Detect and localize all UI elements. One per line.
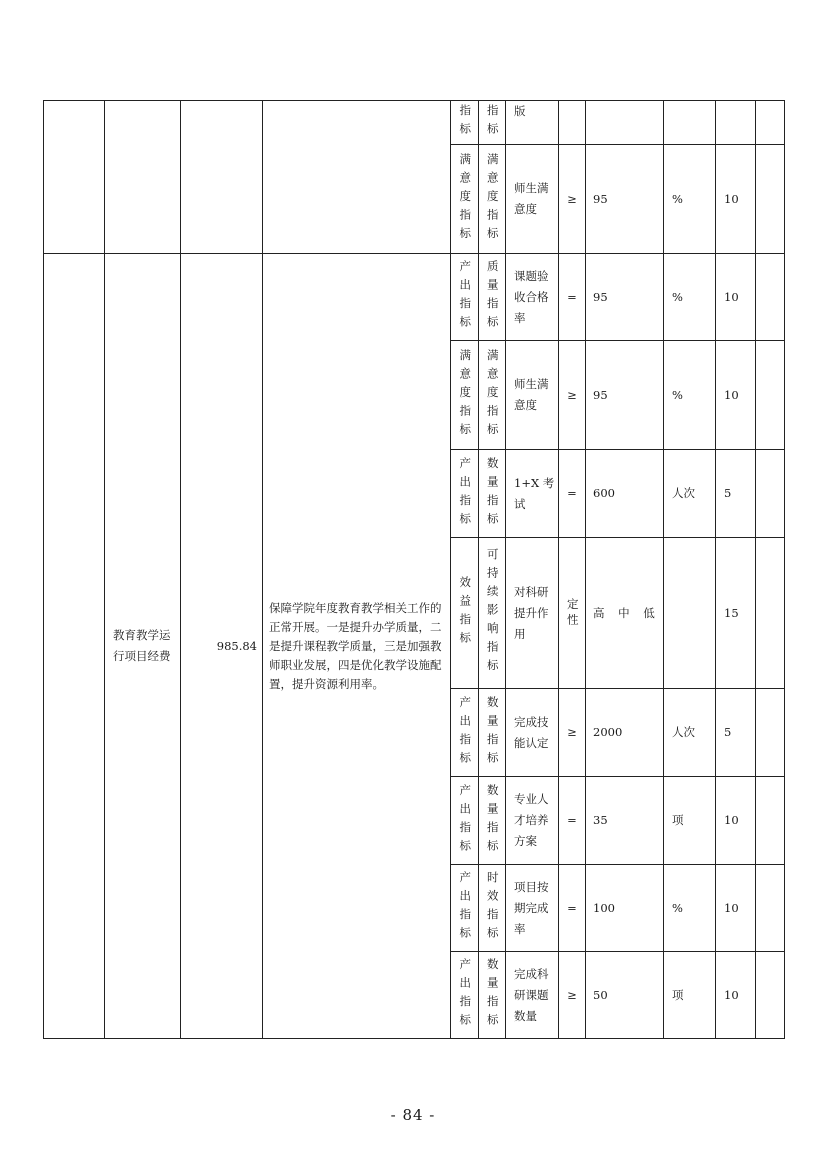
target-value-cell: 50 — [586, 952, 664, 1039]
level2-indicator-cell: 可持续影响指标 — [479, 538, 506, 689]
indicator-cell: 课题验收合格率 — [506, 254, 559, 341]
unit-cell: % — [664, 254, 716, 341]
indicator-cell: 师生满意度 — [506, 145, 559, 254]
symbol-cell — [559, 101, 586, 145]
blank-cell — [756, 101, 785, 145]
level2-indicator-cell: 数量指标 — [479, 689, 506, 777]
score-cell: 10 — [716, 145, 756, 254]
score-cell: 10 — [716, 254, 756, 341]
symbol-cell: = — [559, 254, 586, 341]
target-value-cell: 高 中 低 — [586, 538, 664, 689]
page-number: - 84 - — [390, 1106, 436, 1124]
level1-indicator-cell: 产出指标 — [451, 952, 479, 1039]
level1-indicator-cell: 满意度指标 — [451, 341, 479, 450]
level2-indicator-cell: 数量指标 — [479, 450, 506, 538]
symbol-cell: ≥ — [559, 952, 586, 1039]
target-value-cell: 95 — [586, 341, 664, 450]
project-name-cell: 教育教学运行项目经费 — [105, 254, 181, 1039]
indicator-cell: 师生满意度 — [506, 341, 559, 450]
unit-cell: 人次 — [664, 689, 716, 777]
score-cell: 5 — [716, 689, 756, 777]
unit-cell: 人次 — [664, 450, 716, 538]
blank-cell — [756, 777, 785, 865]
blank-cell — [44, 254, 105, 1039]
level2-indicator-cell: 指标 — [479, 101, 506, 145]
level1-indicator-cell: 产出指标 — [451, 865, 479, 952]
score-cell — [716, 101, 756, 145]
blank-cell — [181, 101, 263, 254]
symbol-cell: 定性 — [559, 538, 586, 689]
symbol-cell: ≥ — [559, 341, 586, 450]
level1-indicator-cell: 满意度指标 — [451, 145, 479, 254]
blank-cell — [756, 450, 785, 538]
target-value-cell: 35 — [586, 777, 664, 865]
level2-indicator-cell: 数量指标 — [479, 952, 506, 1039]
level2-indicator-cell: 满意度指标 — [479, 145, 506, 254]
score-cell: 10 — [716, 777, 756, 865]
blank-cell — [756, 254, 785, 341]
indicator-cell: 项目按期完成率 — [506, 865, 559, 952]
unit-cell — [664, 101, 716, 145]
blank-cell — [756, 538, 785, 689]
level1-indicator-cell: 效益指标 — [451, 538, 479, 689]
unit-cell — [664, 538, 716, 689]
indicator-cell: 对科研提升作用 — [506, 538, 559, 689]
symbol-cell: = — [559, 777, 586, 865]
level1-indicator-cell: 产出指标 — [451, 689, 479, 777]
target-value-cell: 100 — [586, 865, 664, 952]
unit-cell: 项 — [664, 952, 716, 1039]
level2-indicator-cell: 时效指标 — [479, 865, 506, 952]
level2-indicator-cell: 满意度指标 — [479, 341, 506, 450]
unit-cell: 项 — [664, 777, 716, 865]
blank-cell — [105, 101, 181, 254]
table-row — [44, 101, 785, 145]
symbol-cell: ≥ — [559, 689, 586, 777]
target-value-cell: 2000 — [586, 689, 664, 777]
symbol-cell: ≥ — [559, 145, 586, 254]
indicator-cell: 1+X 考试 — [506, 450, 559, 538]
score-cell: 10 — [716, 952, 756, 1039]
performance-table — [43, 100, 785, 1039]
unit-cell: % — [664, 145, 716, 254]
level1-indicator-cell: 产出指标 — [451, 777, 479, 865]
level2-indicator-cell: 质量指标 — [479, 254, 506, 341]
target-value-cell: 600 — [586, 450, 664, 538]
score-cell: 15 — [716, 538, 756, 689]
blank-cell — [756, 689, 785, 777]
project-description-cell: 保障学院年度教育教学相关工作的正常开展。一是提升办学质量，二是提升课程教学质量，三是加强教师职业发展，四是优化教学设施配置，提升资源利用率。 — [263, 254, 451, 1039]
score-cell: 10 — [716, 865, 756, 952]
symbol-cell: = — [559, 450, 586, 538]
blank-cell — [263, 101, 451, 254]
blank-cell — [44, 101, 105, 254]
target-value-cell — [586, 101, 664, 145]
indicator-cell: 完成技能认定 — [506, 689, 559, 777]
target-value-cell: 95 — [586, 254, 664, 341]
project-amount-cell: 985.84 — [181, 254, 263, 1039]
level2-indicator-cell: 数量指标 — [479, 777, 506, 865]
indicator-cell: 版 — [506, 101, 559, 145]
table-row — [44, 254, 785, 341]
score-cell: 5 — [716, 450, 756, 538]
indicator-cell: 专业人才培养方案 — [506, 777, 559, 865]
score-cell: 10 — [716, 341, 756, 450]
blank-cell — [756, 341, 785, 450]
indicator-cell: 完成科研课题数量 — [506, 952, 559, 1039]
blank-cell — [756, 865, 785, 952]
symbol-cell: = — [559, 865, 586, 952]
level1-indicator-cell: 指标 — [451, 101, 479, 145]
target-value-cell: 95 — [586, 145, 664, 254]
level1-indicator-cell: 产出指标 — [451, 450, 479, 538]
blank-cell — [756, 952, 785, 1039]
unit-cell: % — [664, 865, 716, 952]
unit-cell: % — [664, 341, 716, 450]
level1-indicator-cell: 产出指标 — [451, 254, 479, 341]
blank-cell — [756, 145, 785, 254]
